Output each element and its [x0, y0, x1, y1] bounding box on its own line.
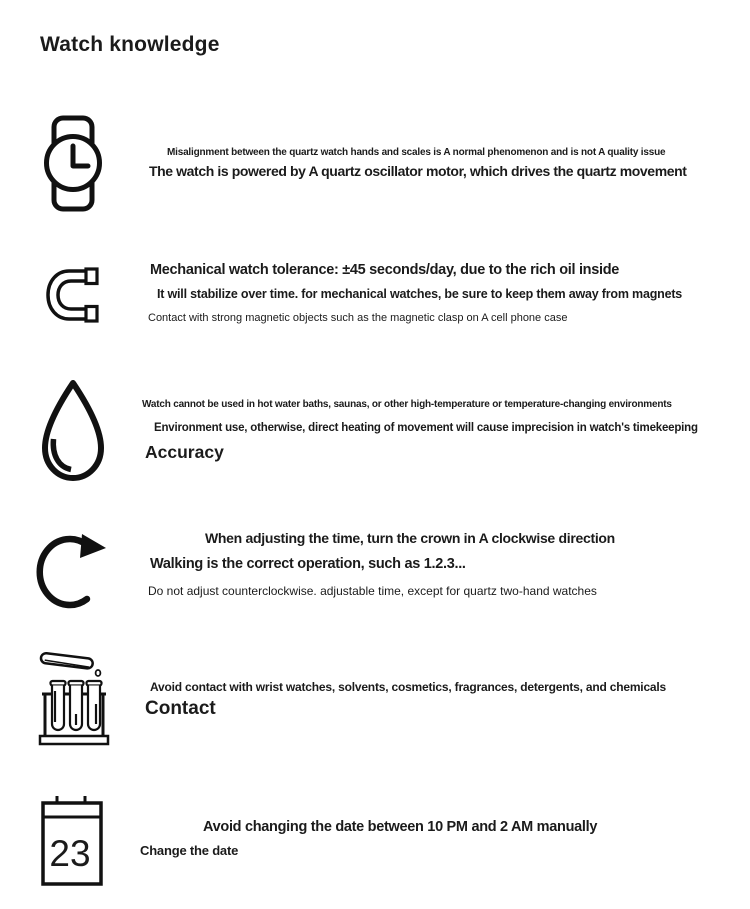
quartz-movement-text: The watch is powered by A quartz oscillator motor, which drives the quartz movement — [149, 163, 687, 179]
clockwise-adjust-text: When adjusting the time, turn the crown in A clockwise direction — [205, 530, 615, 546]
test-tubes-icon — [38, 648, 110, 748]
magnetic-objects-note: Contact with strong magnetic objects such as the magnetic clasp on A cell phone case — [148, 312, 568, 324]
wristwatch-icon — [42, 115, 104, 212]
quartz-misalignment-note: Misalignment between the quartz watch hands and scales is A normal phenomenon and is not A quality issue — [167, 147, 666, 158]
calendar-day-number: 23 — [49, 833, 91, 874]
magnet-warning-text: It will stabilize over time. for mechanical watches, be sure to keep them away from magnets — [157, 287, 683, 301]
tolerance-heading-text: Mechanical watch tolerance: ±45 seconds/day, due to the rich oil inside — [150, 262, 620, 278]
hot-water-warning-note: Watch cannot be used in hot water baths, saunas, or other high-temperature or temperature-changing environments — [142, 399, 672, 410]
chemical-contact-text: Avoid contact with wrist watches, solvents, cosmetics, fragrances, detergents, and chemicals — [150, 680, 666, 694]
heating-imprecision-text: Environment use, otherwise, direct heating of movement will cause imprecision in watch's timekeeping — [154, 422, 698, 434]
contact-heading: Contact — [145, 698, 216, 719]
clockwise-arrow-icon — [36, 526, 110, 610]
calendar-icon — [40, 794, 104, 886]
water-drop-icon — [40, 379, 106, 482]
change-date-heading: Change the date — [140, 843, 239, 858]
page-title: Watch knowledge — [40, 33, 220, 56]
date-change-warning-text: Avoid changing the date between 10 PM and 2 AM manually — [203, 819, 598, 835]
walking-operation-text: Walking is the correct operation, such as 1.2.3... — [150, 556, 466, 572]
accuracy-heading: Accuracy — [145, 442, 224, 462]
counterclockwise-note: Do not adjust counterclockwise. adjustable time, except for quartz two-hand watches — [148, 584, 597, 598]
magnet-icon — [44, 266, 100, 324]
